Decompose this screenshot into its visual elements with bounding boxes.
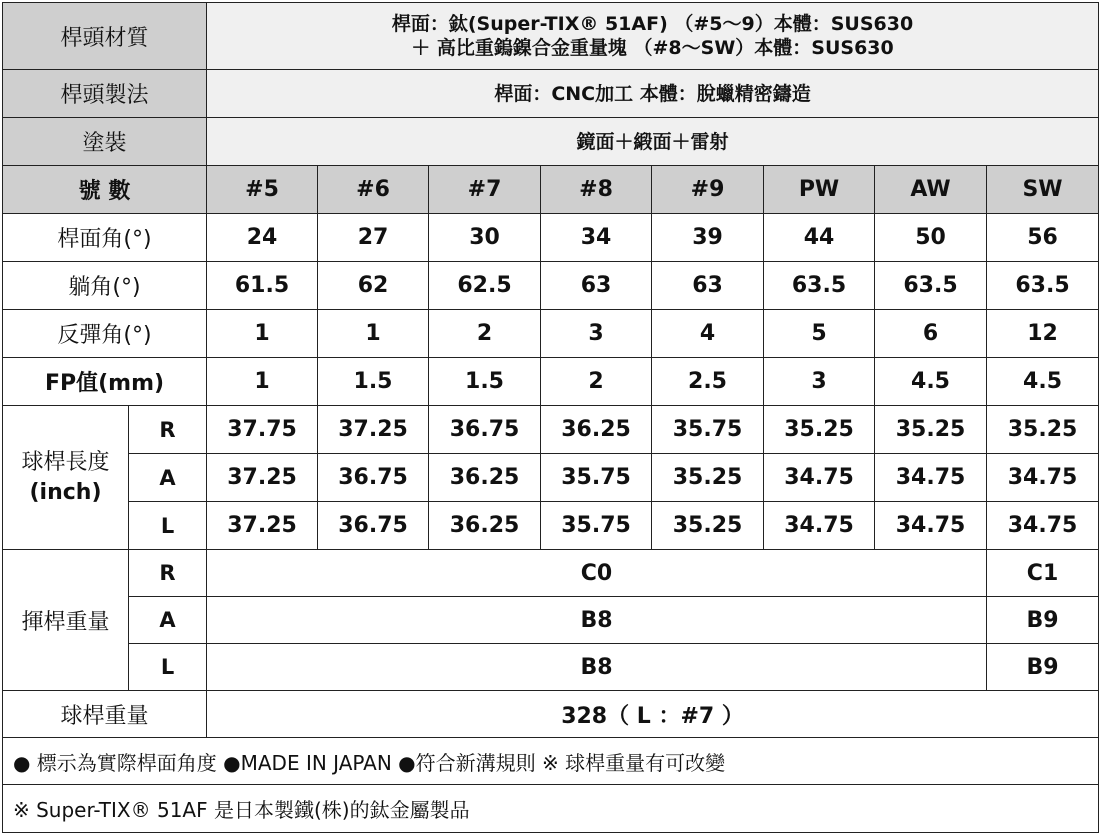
head-material-value xyxy=(207,3,1099,70)
bounce-cell: 5 xyxy=(764,310,875,358)
loft-cell: 39 xyxy=(652,214,764,262)
fp-cell: 4.5 xyxy=(875,358,987,406)
swingweight-row-r xyxy=(3,550,1099,597)
notes-row-1 xyxy=(3,738,1099,785)
length-cell: 35.25 xyxy=(652,454,764,502)
lie-cell: 63.5 xyxy=(987,262,1099,310)
loft-cell: 24 xyxy=(207,214,318,262)
bounce-cell: 1 xyxy=(318,310,429,358)
length-cell: 35.75 xyxy=(652,406,764,454)
fp-label: FP值(mm) xyxy=(3,358,207,406)
length-cell: 34.75 xyxy=(764,454,875,502)
flex-label: R xyxy=(129,406,207,454)
lie-cell: 61.5 xyxy=(207,262,318,310)
bounce-cell: 1 xyxy=(207,310,318,358)
club-weight-label: 球桿重量 xyxy=(3,691,207,738)
swingweight-main: C0 xyxy=(207,550,987,597)
loft-cell: 34 xyxy=(541,214,652,262)
loft-cell: 30 xyxy=(429,214,541,262)
bounce-cell: 6 xyxy=(875,310,987,358)
lie-cell: 62.5 xyxy=(429,262,541,310)
length-cell: 34.75 xyxy=(987,454,1099,502)
lie-cell: 63.5 xyxy=(764,262,875,310)
length-cell: 36.75 xyxy=(429,406,541,454)
length-cell: 37.75 xyxy=(207,406,318,454)
lie-label: 躺角(°) xyxy=(3,262,207,310)
swingweight-row-l xyxy=(3,644,1099,691)
swingweight-main: B8 xyxy=(207,597,987,644)
club-weight-row xyxy=(3,691,1099,738)
length-cell: 34.75 xyxy=(764,502,875,550)
length-row-r xyxy=(3,406,1099,454)
notes-row-2 xyxy=(3,785,1099,833)
swingweight-sw: B9 xyxy=(987,644,1099,691)
fp-cell: 1.5 xyxy=(318,358,429,406)
swingweight-sw: C1 xyxy=(987,550,1099,597)
length-cell: 36.25 xyxy=(541,406,652,454)
coating-value: 鏡面＋緞面＋雷射 xyxy=(207,118,1099,166)
length-row-a xyxy=(3,454,1099,502)
length-row-l xyxy=(3,502,1099,550)
loft-label: 桿面角(°) xyxy=(3,214,207,262)
number-cell: #6 xyxy=(318,166,429,214)
head-material-label: 桿頭材質 xyxy=(3,3,207,70)
length-cell: 36.25 xyxy=(429,454,541,502)
swingweight-row-a xyxy=(3,597,1099,644)
note-line-2: ※ Super-TIX® 51AF 是日本製鐵(株)的鈦金屬製品 xyxy=(3,785,1099,833)
note-line-1: ● 標示為實際桿面角度 ●MADE IN JAPAN ●符合新溝規則 ※ 球桿重量有可改變 xyxy=(3,738,1099,785)
swingweight-sw: B9 xyxy=(987,597,1099,644)
club-weight-value: 328（ L ：#7 ） xyxy=(207,691,1099,738)
head-material-line2: ＋ 高比重鎢鎳合金重量塊 （#8～SW）本體：SUS630 xyxy=(411,37,894,59)
lie-cell: 63 xyxy=(652,262,764,310)
bounce-cell: 3 xyxy=(541,310,652,358)
fp-cell: 1.5 xyxy=(429,358,541,406)
length-cell: 35.25 xyxy=(987,406,1099,454)
length-cell: 37.25 xyxy=(207,454,318,502)
length-cell: 35.75 xyxy=(541,502,652,550)
length-cell: 34.75 xyxy=(987,502,1099,550)
head-method-label: 桿頭製法 xyxy=(3,70,207,118)
number-cell: #7 xyxy=(429,166,541,214)
bounce-row xyxy=(3,310,1099,358)
length-cell: 37.25 xyxy=(207,502,318,550)
lie-row xyxy=(3,262,1099,310)
length-unit: (inch) xyxy=(29,479,102,505)
head-method-row xyxy=(3,70,1099,118)
length-cell: 34.75 xyxy=(875,454,987,502)
fp-cell: 4.5 xyxy=(987,358,1099,406)
lie-cell: 62 xyxy=(318,262,429,310)
fp-cell: 1 xyxy=(207,358,318,406)
loft-cell: 27 xyxy=(318,214,429,262)
head-method-value: 桿面：CNC加工 本體：脫蠟精密鑄造 xyxy=(207,70,1099,118)
loft-cell: 50 xyxy=(875,214,987,262)
number-cell: PW xyxy=(764,166,875,214)
number-cell: #5 xyxy=(207,166,318,214)
coating-label: 塗裝 xyxy=(3,118,207,166)
numbers-label: 號 數 xyxy=(3,166,207,214)
coating-row xyxy=(3,118,1099,166)
bounce-cell: 2 xyxy=(429,310,541,358)
head-material-row xyxy=(3,3,1099,70)
length-cell: 35.25 xyxy=(875,406,987,454)
number-cell: #8 xyxy=(541,166,652,214)
swingweight-main: B8 xyxy=(207,644,987,691)
swingweight-label: 揮桿重量 xyxy=(3,550,129,691)
length-cell: 36.75 xyxy=(318,454,429,502)
flex-label: A xyxy=(129,454,207,502)
length-cell: 35.25 xyxy=(652,502,764,550)
length-cell: 36.25 xyxy=(429,502,541,550)
fp-row xyxy=(3,358,1099,406)
number-cell: SW xyxy=(987,166,1099,214)
length-label-text: 球桿長度 xyxy=(21,449,110,475)
length-cell: 35.75 xyxy=(541,454,652,502)
number-cell: #9 xyxy=(652,166,764,214)
flex-label: L xyxy=(129,502,207,550)
lie-cell: 63.5 xyxy=(875,262,987,310)
loft-cell: 44 xyxy=(764,214,875,262)
flex-label: A xyxy=(129,597,207,644)
loft-cell: 56 xyxy=(987,214,1099,262)
fp-cell: 3 xyxy=(764,358,875,406)
loft-row xyxy=(3,214,1099,262)
spec-table xyxy=(2,2,1099,833)
bounce-cell: 4 xyxy=(652,310,764,358)
lie-cell: 63 xyxy=(541,262,652,310)
length-label xyxy=(3,406,129,550)
flex-label: R xyxy=(129,550,207,597)
numbers-row xyxy=(3,166,1099,214)
length-cell: 35.25 xyxy=(764,406,875,454)
fp-cell: 2 xyxy=(541,358,652,406)
flex-label: L xyxy=(129,644,207,691)
length-cell: 36.75 xyxy=(318,502,429,550)
bounce-label: 反彈角(°) xyxy=(3,310,207,358)
fp-cell: 2.5 xyxy=(652,358,764,406)
length-cell: 34.75 xyxy=(875,502,987,550)
bounce-cell: 12 xyxy=(987,310,1099,358)
length-cell: 37.25 xyxy=(318,406,429,454)
number-cell: AW xyxy=(875,166,987,214)
head-material-line1: 桿面：鈦(Super-TIX® 51AF) （#5～9）本體：SUS630 xyxy=(391,13,914,35)
